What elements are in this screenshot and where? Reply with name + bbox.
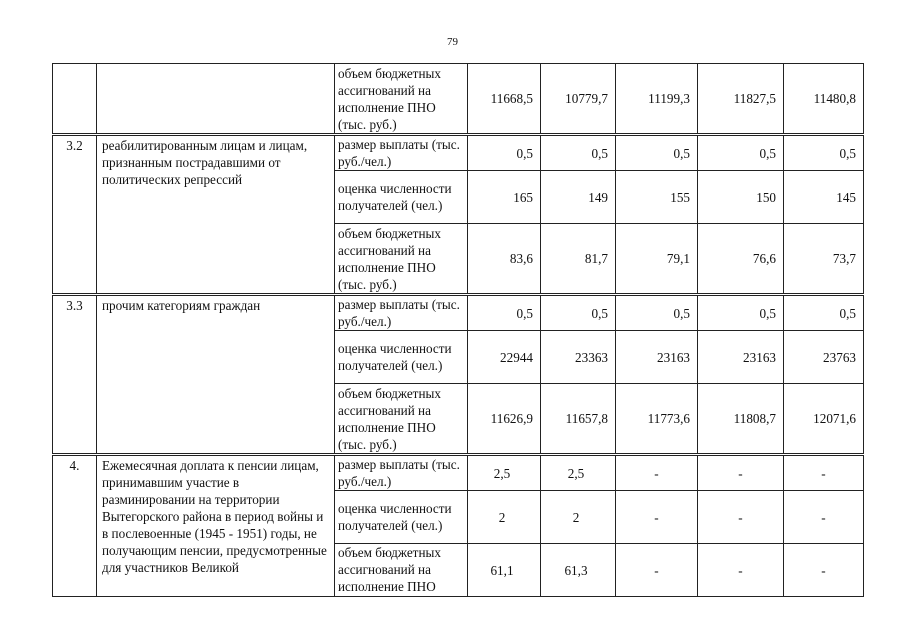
value-cell: 23163 <box>698 331 784 384</box>
value-cell: - <box>784 455 864 491</box>
value-cell: 23163 <box>616 331 698 384</box>
indicator-label: оценка численности получателей (чел.) <box>335 331 468 384</box>
value-cell: 149 <box>541 171 616 224</box>
indicator-label: размер выплаты (тыс. руб./чел.) <box>335 295 468 331</box>
indicator-label: объем бюджетных ассигнований на исполнение ПНО (тыс. руб.) <box>335 224 468 295</box>
row-category: прочим категориям граждан <box>97 295 335 455</box>
value-cell: 11668,5 <box>468 64 541 135</box>
indicator-label: размер выплаты (тыс. руб./чел.) <box>335 455 468 491</box>
row-index <box>53 64 97 135</box>
row-category <box>97 64 335 135</box>
value-cell: 81,7 <box>541 224 616 295</box>
value-cell: 0,5 <box>468 135 541 171</box>
value-cell: 11199,3 <box>616 64 698 135</box>
value-cell: 0,5 <box>698 295 784 331</box>
value-cell: - <box>616 544 698 597</box>
page-number: 79 <box>447 36 458 48</box>
budget-table <box>52 63 864 597</box>
value-cell: 0,5 <box>616 295 698 331</box>
value-cell: 12071,6 <box>784 384 864 455</box>
value-cell: 0,5 <box>541 295 616 331</box>
value-cell: 150 <box>698 171 784 224</box>
value-cell: 0,5 <box>784 135 864 171</box>
value-cell: 76,6 <box>698 224 784 295</box>
row-category: реабилитированным лицам и лицам, признанным пострадавшими от политических репрессий <box>97 135 335 295</box>
value-cell: 73,7 <box>784 224 864 295</box>
row-index: 3.3 <box>53 295 97 455</box>
value-cell: 2,5 <box>468 455 541 491</box>
row-index: 4. <box>53 455 97 597</box>
row-category: Ежемесячная доплата к пенсии лицам, принимавшим участие в разминировании на территории Вытегорского района в период войны и в послевоенные (1945 - 1951) годы, не получающим пенсии, предусмотренные для участников Великой <box>97 455 335 597</box>
value-cell: 22944 <box>468 331 541 384</box>
value-cell: 83,6 <box>468 224 541 295</box>
indicator-label: объем бюджетных ассигнований на исполнение ПНО (тыс. руб.) <box>335 64 468 135</box>
table-row <box>53 295 864 331</box>
value-cell: 11480,8 <box>784 64 864 135</box>
value-cell: 23763 <box>784 331 864 384</box>
value-cell: 11626,9 <box>468 384 541 455</box>
indicator-label: объем бюджетных ассигнований на исполнение ПНО (тыс. руб.) <box>335 384 468 455</box>
value-cell: 11657,8 <box>541 384 616 455</box>
value-cell: 155 <box>616 171 698 224</box>
value-cell: 0,5 <box>784 295 864 331</box>
value-cell: - <box>698 491 784 544</box>
value-cell: 0,5 <box>698 135 784 171</box>
value-cell: 0,5 <box>616 135 698 171</box>
value-cell: 23363 <box>541 331 616 384</box>
value-cell: 11808,7 <box>698 384 784 455</box>
value-cell: 2,5 <box>541 455 616 491</box>
value-cell: 10779,7 <box>541 64 616 135</box>
value-cell: 11773,6 <box>616 384 698 455</box>
value-cell: - <box>698 544 784 597</box>
value-cell: - <box>784 491 864 544</box>
table-row <box>53 455 864 491</box>
indicator-label: размер выплаты (тыс. руб./чел.) <box>335 135 468 171</box>
value-cell: 0,5 <box>541 135 616 171</box>
value-cell: 0,5 <box>468 295 541 331</box>
value-cell: - <box>784 544 864 597</box>
value-cell: 2 <box>541 491 616 544</box>
value-cell: 165 <box>468 171 541 224</box>
table-row <box>53 135 864 171</box>
value-cell: - <box>698 455 784 491</box>
value-cell: 61,3 <box>541 544 616 597</box>
value-cell: - <box>616 455 698 491</box>
indicator-label: оценка численности получателей (чел.) <box>335 491 468 544</box>
value-cell: 145 <box>784 171 864 224</box>
value-cell: 79,1 <box>616 224 698 295</box>
indicator-label: объем бюджетных ассигнований на исполнение ПНО <box>335 544 468 597</box>
row-index: 3.2 <box>53 135 97 295</box>
value-cell: 61,1 <box>468 544 541 597</box>
table-row <box>53 64 864 135</box>
value-cell: - <box>616 491 698 544</box>
indicator-label: оценка численности получателей (чел.) <box>335 171 468 224</box>
value-cell: 11827,5 <box>698 64 784 135</box>
value-cell: 2 <box>468 491 541 544</box>
